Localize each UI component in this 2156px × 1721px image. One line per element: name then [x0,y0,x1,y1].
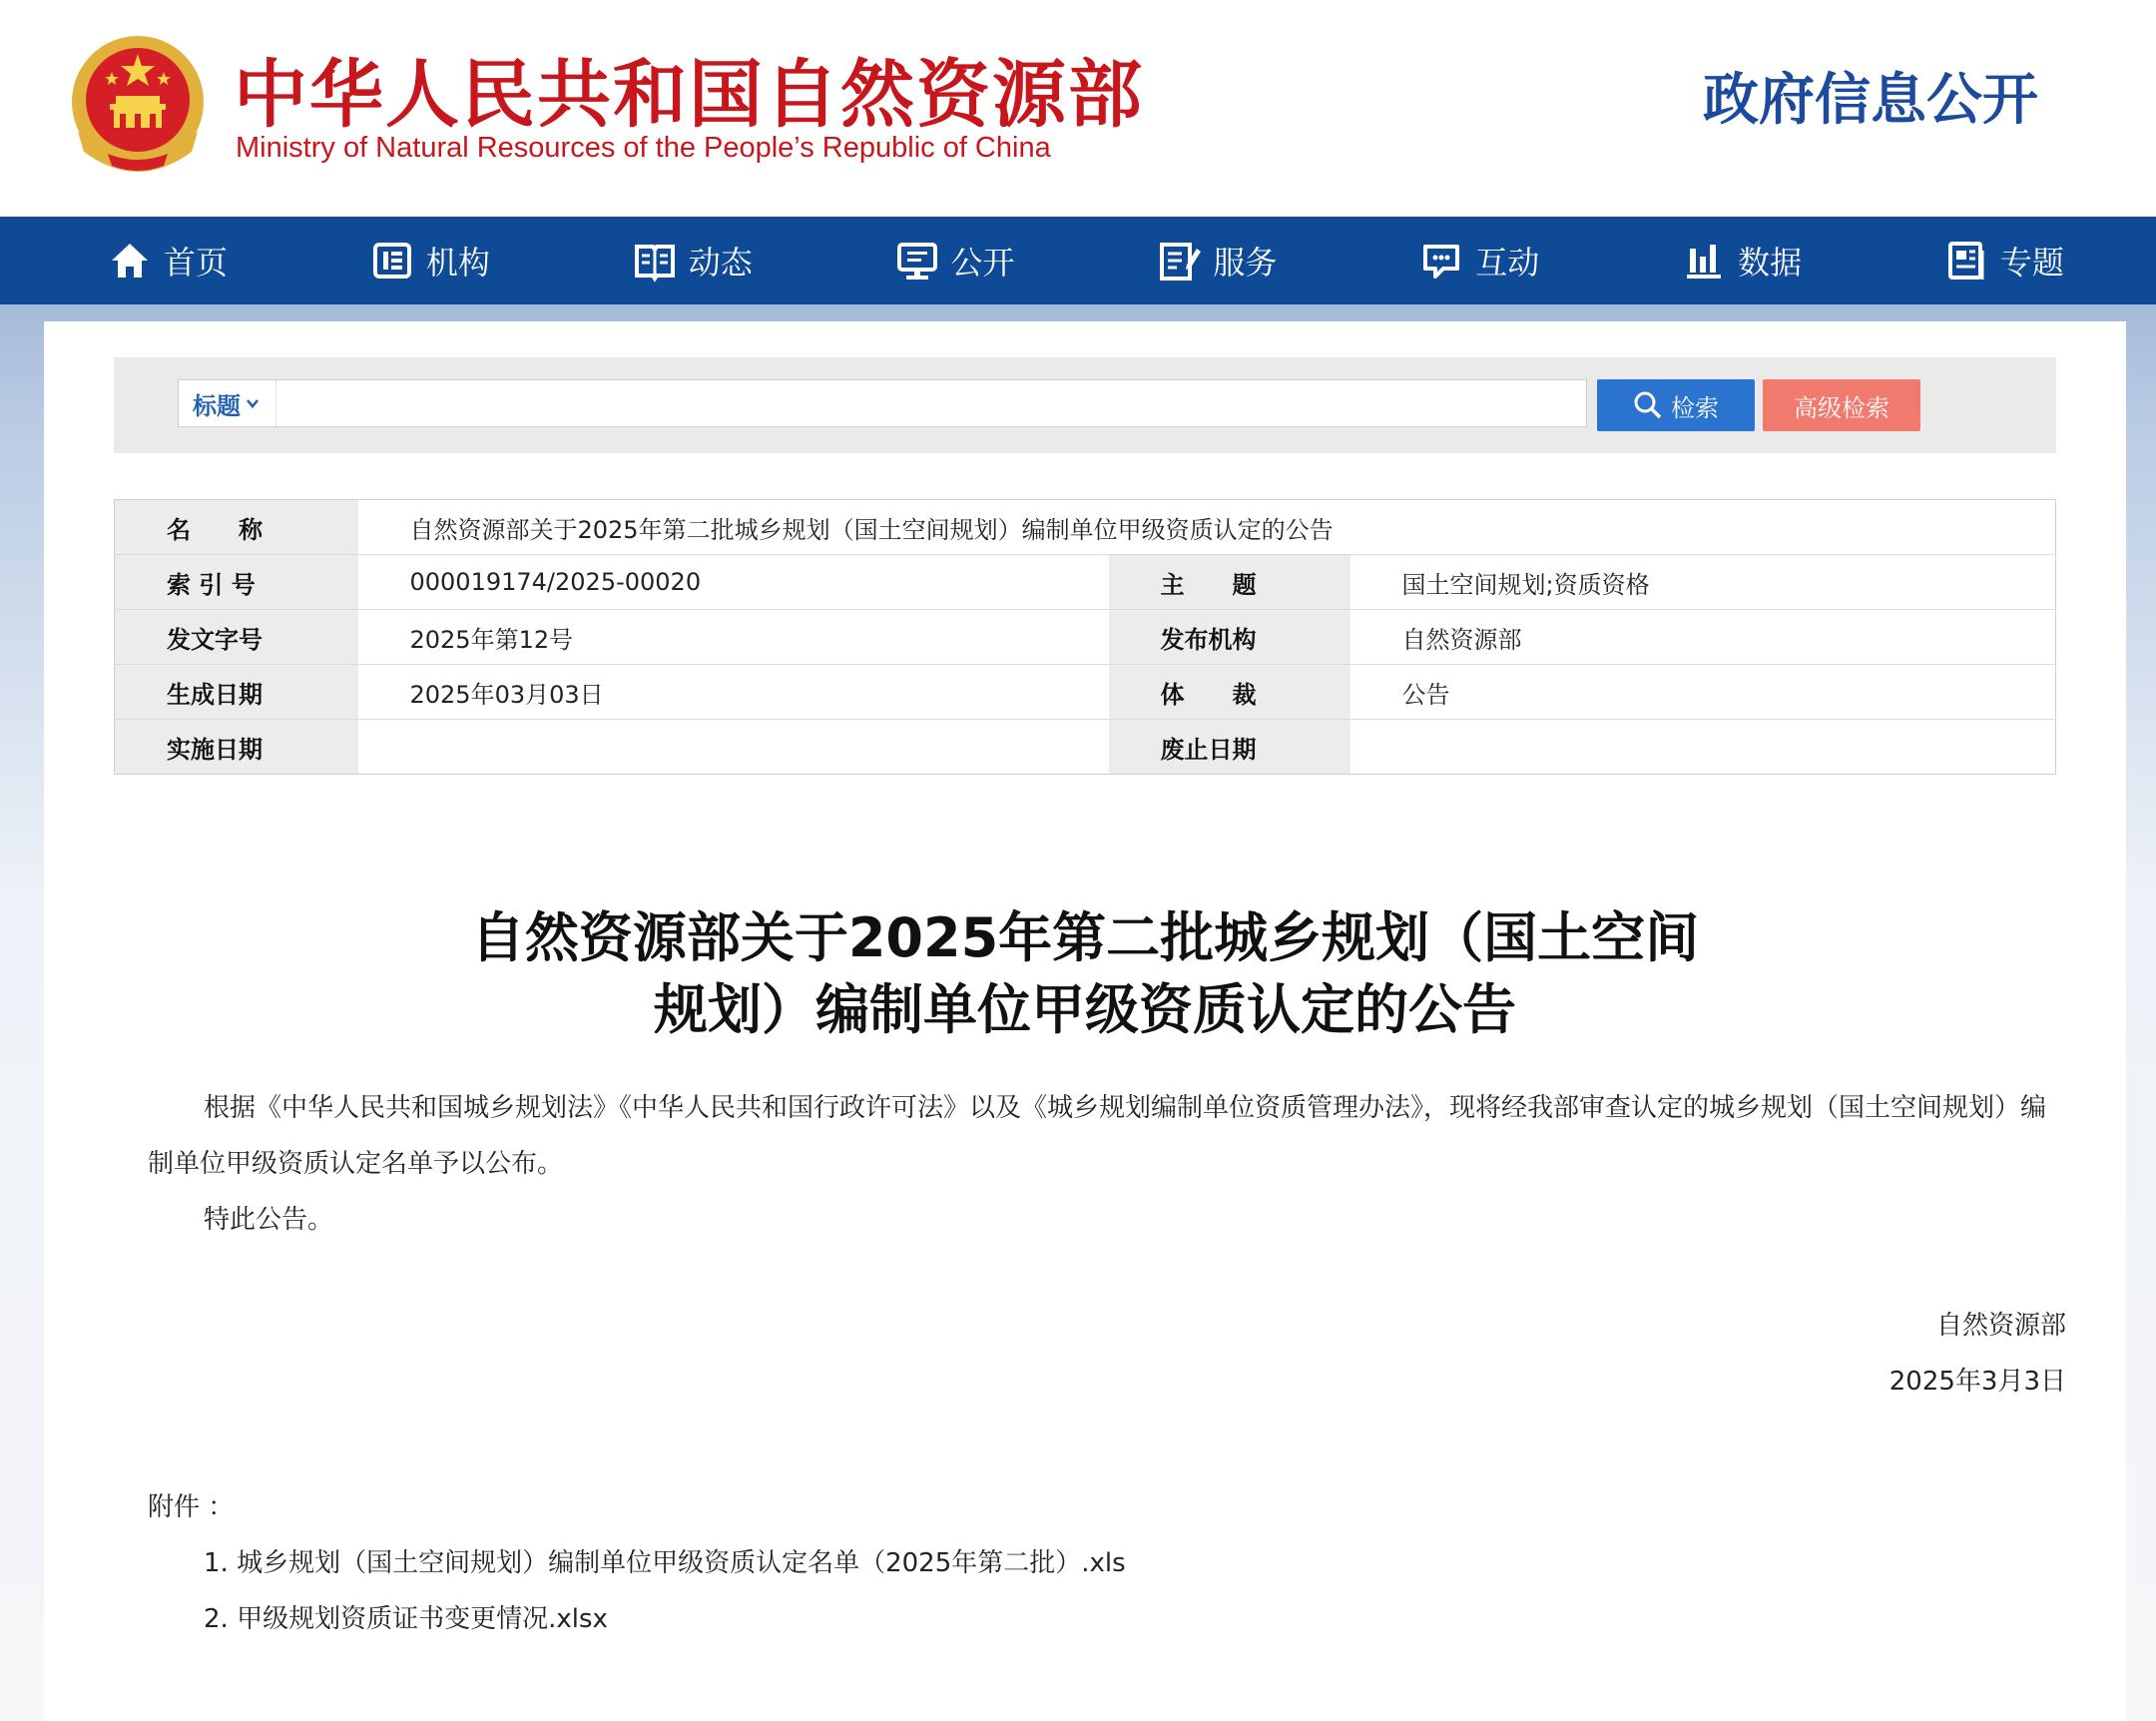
meta-value-doc-no: 2025年第12号 [358,610,1109,665]
nav-item-news[interactable] [633,238,753,284]
article-title-line: 规划）编制单位甲级资质认定的公告 [654,978,1516,1041]
table-row [115,500,2056,555]
nav-item-data[interactable] [1682,238,1802,284]
nav-label: 互动 [1475,244,1540,282]
main-nav [0,217,2156,304]
news-icon [633,239,677,283]
table-row [115,610,2056,665]
topic-icon [1944,239,1988,283]
meta-label-effective: 实施日期 [115,720,358,775]
chevron-down-icon [245,395,261,411]
service-icon [1157,239,1201,283]
organization-icon [370,239,414,283]
article-paragraph: 根据《中华人民共和国城乡规划法》《中华人民共和国行政许可法》以及《城乡规划编制单位资质管理办法》，现将经我部审查认定的城乡规划（国土空间规划）编制单位甲级资质认定名单予以公布。 [148,1093,2047,1179]
nav-label: 首页 [164,244,229,282]
gov-info-title[interactable]: 政府信息公开 [1703,68,2038,133]
search-input[interactable] [276,380,1586,426]
site-header [0,0,2156,217]
meta-label-issuer: 发布机构 [1109,610,1350,665]
search-icon [1633,390,1663,420]
meta-value-topic: 国土空间规划;资质资格 [1350,555,2056,610]
search-button[interactable] [1597,379,1755,431]
data-chart-icon [1682,239,1726,283]
table-row [115,555,2056,610]
search-bar [114,357,2056,453]
document-metadata-table [114,499,2056,775]
content-panel [44,321,2126,1721]
meta-label-topic: 主 题 [1109,555,1350,610]
advanced-search-button[interactable] [1763,379,1920,431]
meta-label-name: 名 称 [115,500,358,555]
home-icon [108,239,152,283]
signer: 自然资源部 [1935,1311,2066,1341]
nav-label: 专题 [1999,244,2064,282]
meta-value-issuer: 自然资源部 [1350,610,2056,665]
article-body [148,1080,2068,1248]
nav-label: 服务 [1213,244,1278,282]
meta-value-repeal [1350,720,2056,775]
meta-label-created: 生成日期 [115,665,358,720]
meta-value-created: 2025年03月03日 [358,665,1109,720]
national-emblem-icon[interactable] [68,32,208,178]
nav-label: 机构 [425,244,490,282]
nav-item-topic[interactable] [1944,238,2064,284]
attachments [148,1479,1126,1647]
nav-label: 数据 [1738,244,1803,282]
nav-item-disclosure[interactable] [895,238,1015,284]
chat-icon [1419,239,1463,283]
table-row [115,665,2056,720]
article-title-line: 自然资源部关于2025年第二批城乡规划（国土空间 [470,906,1700,969]
article-paragraph: 特此公告。 [204,1205,334,1235]
nav-label: 动态 [688,244,753,282]
site-title: 中华人民共和国自然资源部 [234,52,1144,138]
meta-value-index: 000019174/2025-00020 [358,555,1109,610]
nav-item-home[interactable] [108,238,228,284]
article-title [44,902,2126,1046]
meta-value-genre: 公告 [1350,665,2056,720]
attachments-label: 附件 ： [148,1492,235,1522]
meta-value-effective [358,720,1109,775]
disclosure-icon [895,239,939,283]
nav-label: 公开 [950,244,1015,282]
table-row [115,720,2056,775]
nav-item-interaction[interactable] [1419,238,1539,284]
article-signature [1889,1298,2066,1410]
search-button-label: 检索 [1671,393,1719,422]
signature-date: 2025年3月3日 [1888,1367,2066,1397]
attachment-link[interactable]: 2. 甲级规划资质证书变更情况.xlsx [204,1604,608,1634]
search-box [178,379,1587,427]
search-scope-select[interactable] [179,380,276,426]
meta-label-genre: 体 裁 [1109,665,1350,720]
attachment-list [148,1535,1126,1647]
site-subtitle: Ministry of Natural Resources of the People’s Republic of China [236,132,1051,164]
meta-label-index: 索 引 号 [115,555,358,610]
nav-item-organization[interactable] [370,238,490,284]
meta-label-repeal: 废止日期 [1109,720,1350,775]
meta-label-doc-no: 发文字号 [115,610,358,665]
search-scope-label: 标题 [193,391,241,420]
meta-value-name: 自然资源部关于2025年第二批城乡规划（国土空间规划）编制单位甲级资质认定的公告 [358,500,2056,555]
advanced-search-label: 高级检索 [1794,393,1889,422]
nav-item-service[interactable] [1157,238,1277,284]
attachment-link[interactable]: 1. 城乡规划（国土空间规划）编制单位甲级资质认定名单（2025年第二批）.xls [204,1548,1126,1578]
